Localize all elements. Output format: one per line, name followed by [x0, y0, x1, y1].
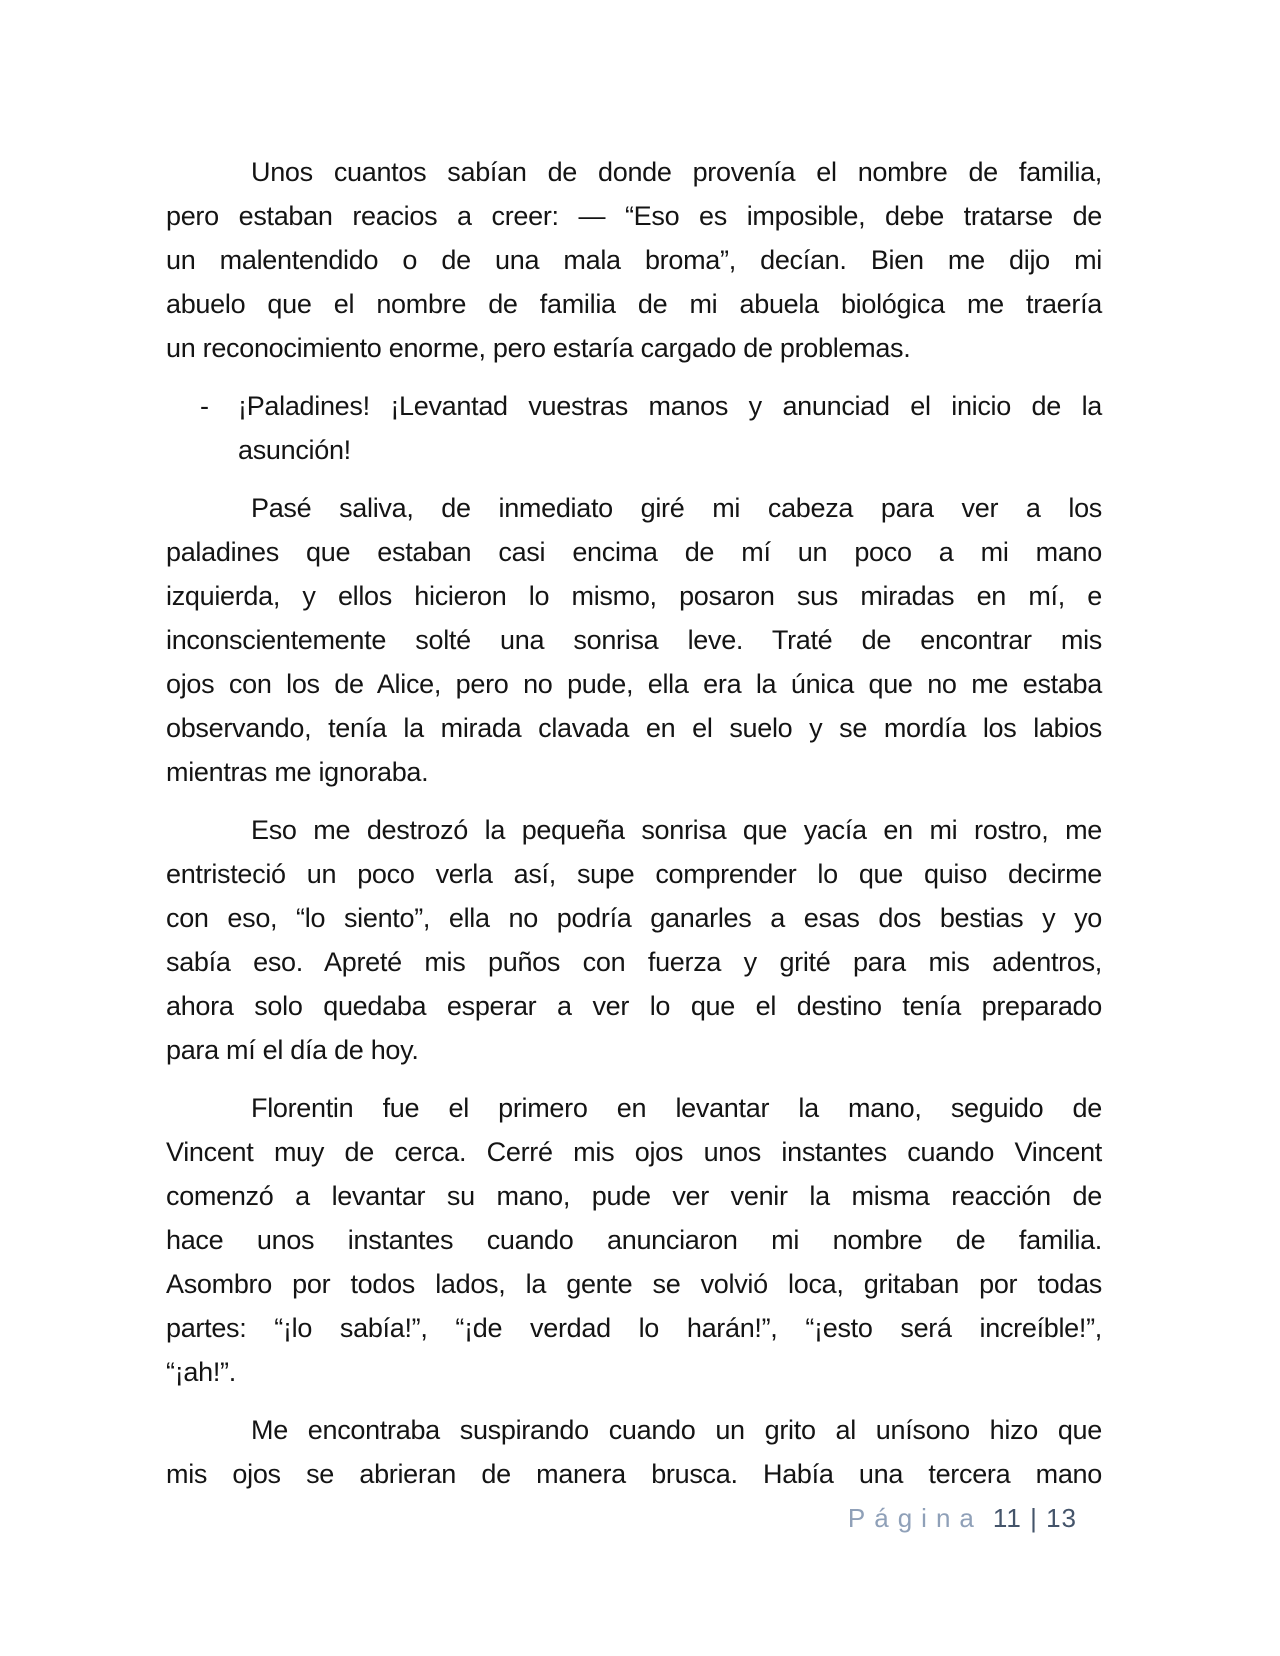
text-line: abuelo que el nombre de familia de mi abuela biológica me traería [166, 289, 1102, 319]
text-line: izquierda, y ellos hicieron lo mismo, posaron sus miradas en mí, e [166, 581, 1102, 611]
text-line: un reconocimiento enorme, pero estaría cargado de problemas. [166, 333, 911, 363]
text-line: Vincent muy de cerca. Cerré mis ojos unos instantes cuando Vincent [166, 1137, 1102, 1167]
body-paragraph [166, 1086, 1102, 1394]
footer-page-numbers: 11 | 13 [992, 1503, 1077, 1533]
text-line: Florentin fue el primero en levantar la mano, seguido de [251, 1093, 1102, 1123]
text-line: mientras me ignoraba. [166, 757, 429, 787]
text-line: hace unos instantes cuando anunciaron mi nombre de familia. [166, 1225, 1102, 1255]
text-line: Pasé saliva, de inmediato giré mi cabeza para ver a los [251, 493, 1102, 523]
page-footer [166, 1502, 1077, 1534]
text-block [166, 150, 1102, 1510]
text-line: paladines que estaban casi encima de mí un poco a mi mano [166, 537, 1102, 567]
body-paragraph [166, 808, 1102, 1072]
text-line: para mí el día de hoy. [166, 1035, 419, 1065]
text-line: ahora solo quedaba esperar a ver lo que el destino tenía preparado [166, 991, 1102, 1021]
list-paragraph [166, 384, 1102, 472]
text-line: Me encontraba suspirando cuando un grito al unísono hizo que [251, 1415, 1102, 1445]
text-line: con eso, “lo siento”, ella no podría ganarles a esas dos bestias y yo [166, 903, 1102, 933]
list-dash: - [200, 391, 209, 421]
text-line: entristeció un poco verla así, supe comprender lo que quiso decirme [166, 859, 1102, 889]
text-line: inconscientemente solté una sonrisa leve. Traté de encontrar mis [166, 625, 1102, 655]
text-line: comenzó a levantar su mano, pude ver venir la misma reacción de [166, 1181, 1102, 1211]
body-paragraph [166, 486, 1102, 794]
text-line [166, 384, 1102, 428]
body-paragraph [166, 1408, 1102, 1496]
text-line: Eso me destrozó la pequeña sonrisa que yacía en mi rostro, me [251, 815, 1102, 845]
text-line: ojos con los de Alice, pero no pude, ella era la única que no me estaba [166, 669, 1102, 699]
body-paragraph [166, 150, 1102, 370]
text-line: observando, tenía la mirada clavada en el suelo y se mordía los labios [166, 713, 1102, 743]
text-line: sabía eso. Apreté mis puños con fuerza y grité para mis adentros, [166, 947, 1102, 977]
text-line: pero estaban reacios a creer: — “Eso es imposible, debe tratarse de [166, 201, 1102, 231]
text-line: “¡ah!”. [166, 1357, 236, 1387]
text-line: Asombro por todos lados, la gente se volvió loca, gritaban por todas [166, 1269, 1102, 1299]
text-line: un malentendido o de una mala broma”, decían. Bien me dijo mi [166, 245, 1102, 275]
text-line: mis ojos se abrieran de manera brusca. Había una tercera mano [166, 1459, 1102, 1489]
footer-page-label: Página [847, 1503, 983, 1533]
list-text: ¡Paladines! ¡Levantad vuestras manos y anunciad el inicio de la [238, 391, 1102, 421]
text-line: partes: “¡lo sabía!”, “¡de verdad lo harán!”, “¡esto será increíble!”, [166, 1313, 1102, 1343]
text-line: Unos cuantos sabían de donde provenía el nombre de familia, [251, 157, 1102, 187]
text-line: asunción! [238, 435, 351, 465]
